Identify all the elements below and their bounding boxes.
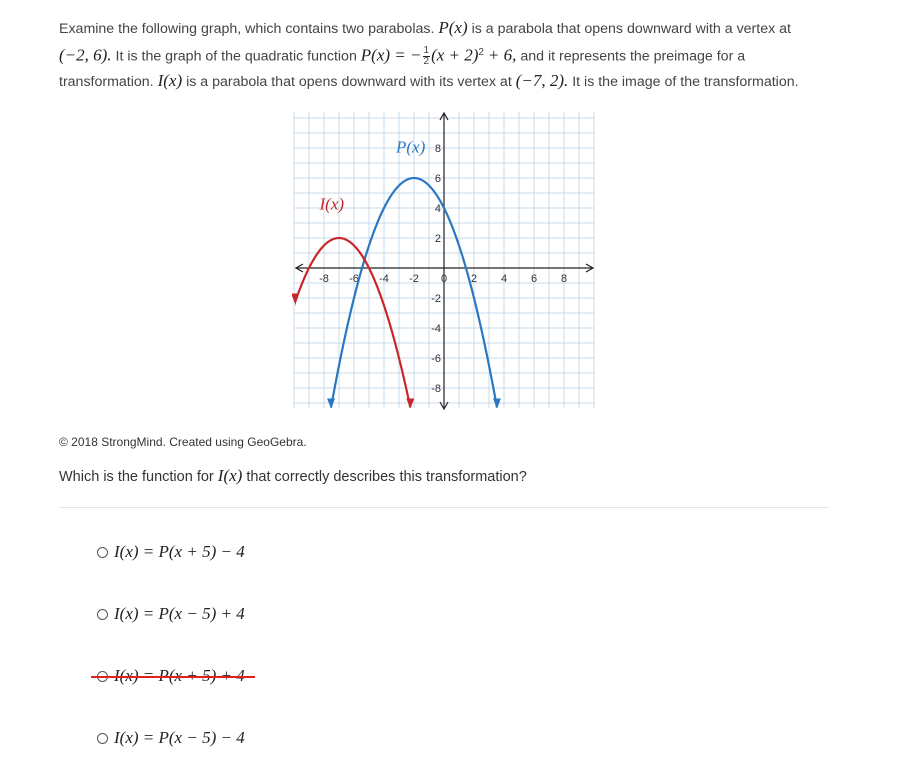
y-tick-label: 8: [434, 143, 441, 155]
radio-button[interactable]: [97, 609, 108, 620]
x-tick-label: 8: [560, 273, 568, 285]
intro-text-3: It is the graph of the quadratic function: [115, 48, 357, 65]
answer-option-4[interactable]: [97, 728, 245, 748]
series-label: P(x): [396, 137, 426, 157]
x-tick-label: -8: [319, 273, 329, 285]
divider: [59, 507, 829, 508]
answer-option-label: I(x) = P(x − 5) − 4: [114, 728, 245, 747]
copyright-notice: © 2018 StrongMind. Created using GeoGebra.: [59, 435, 307, 449]
problem-statement: [59, 16, 819, 94]
i-function-name: I(x): [157, 70, 183, 90]
answer-option-2[interactable]: [97, 604, 245, 624]
x-tick-label: -2: [409, 273, 419, 285]
x-tick-label: 4: [500, 273, 508, 285]
y-tick-label: -6: [431, 353, 441, 365]
intro-text-1: Examine the following graph, which contains two parabolas.: [59, 21, 435, 37]
question-text-before: Which is the function for: [59, 469, 214, 485]
answer-option-3-crossed-out[interactable]: [97, 666, 245, 686]
exponent: 2: [478, 47, 484, 58]
x-tick-label: -4: [379, 273, 389, 285]
answer-option-label: I(x) = P(x − 5) + 4: [114, 604, 245, 623]
radio-button[interactable]: [97, 733, 108, 744]
strikethrough-mark: [91, 676, 255, 678]
question-text-after: that correctly describes this transformation?: [246, 469, 527, 485]
p-vertex: (−2, 6).: [59, 45, 112, 65]
one-half-fraction: [423, 46, 431, 67]
intro-text-4: and it represents the preimage for a transformation.: [59, 48, 746, 90]
parabola-graph: [292, 108, 596, 412]
x-tick-label: 6: [530, 273, 538, 285]
i-vertex: (−7, 2).: [515, 70, 569, 90]
parabola-ix-curve: [292, 238, 410, 408]
graph-figure: [292, 108, 596, 412]
intro-text-6: It is the image of the transformation.: [572, 73, 799, 90]
y-tick-label: 6: [434, 173, 441, 185]
y-tick-label: -4: [431, 323, 441, 335]
intro-text-2: is a parabola that opens downward with a vertex at: [471, 21, 791, 37]
y-tick-label: -2: [431, 293, 441, 305]
p-function-rhs: (x + 2): [431, 45, 479, 65]
p-function-tail: + 6,: [487, 45, 517, 65]
x-tick-label: 0: [440, 273, 448, 285]
answer-option-label: I(x) = P(x + 5) − 4: [114, 542, 245, 561]
series-label: I(x): [319, 194, 345, 214]
fraction-numerator: 1: [423, 45, 430, 57]
intro-text-5: is a parabola that opens downward with its vertex at: [186, 73, 512, 90]
answer-option-1[interactable]: [97, 542, 245, 562]
y-tick-label: 2: [434, 233, 441, 245]
x-tick-label: -6: [349, 273, 359, 285]
p-function-name: P(x): [438, 18, 468, 37]
radio-button[interactable]: [97, 547, 108, 558]
y-tick-label: 4: [434, 203, 441, 215]
curve-arrowhead: [292, 294, 299, 304]
question-prompt: [59, 466, 527, 486]
fraction-denominator: 2: [423, 56, 430, 68]
p-function-lhs: P(x) = −: [360, 45, 422, 65]
y-tick-label: -8: [431, 383, 441, 395]
question-var: I(x): [217, 466, 243, 485]
x-tick-label: 2: [470, 273, 478, 285]
